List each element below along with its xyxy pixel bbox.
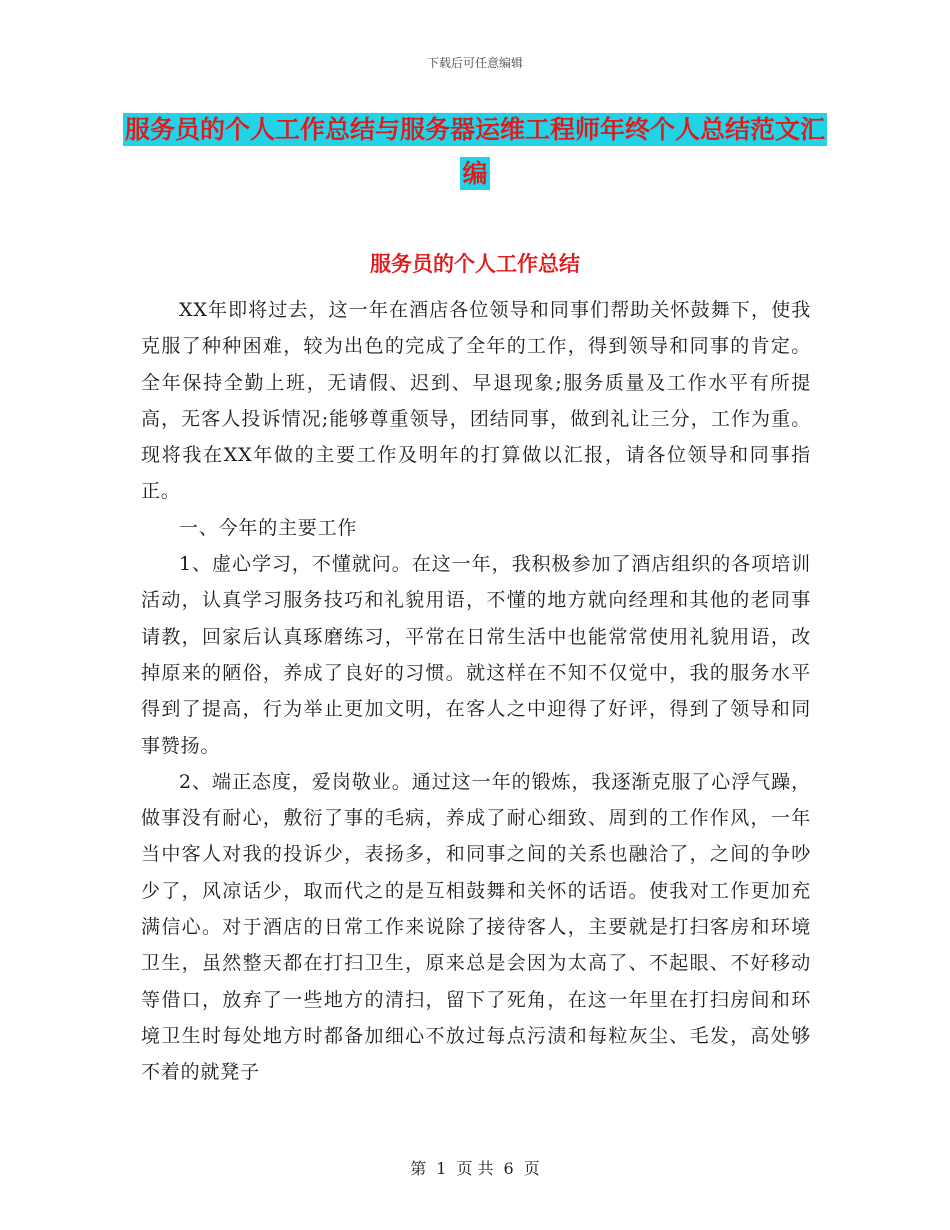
header-note: 下载后可任意编辑 xyxy=(426,56,523,70)
footer-suffix: 页 xyxy=(523,1159,540,1178)
footer-middle: 页 共 xyxy=(456,1159,494,1178)
paragraph: 一、今年的主要工作 xyxy=(179,516,358,539)
page-total: 6 xyxy=(503,1159,514,1178)
page-number: 1 xyxy=(436,1159,447,1178)
section-title: 服务员的个人工作总结 xyxy=(370,252,580,276)
document-title xyxy=(120,108,830,196)
paragraph: 1、虚心学习，不懂就问。在这一年，我积极参加了酒店组织的各项培训活动，认真学习服务技巧和礼貌用语，不懂的地方就向经理和其他的老同事请教，回家后认真琢磨练习，平常在日常生活中也能常常使用礼貌用语，改掉原来的陋俗，养成了良好的习惯。就这样在不知不仅觉中，我的服务水平得到了提高，行为举止更加文明，在客人之中迎得了好评，得到了领导和同事赞扬。 xyxy=(141,553,811,757)
paragraph: XX年即将过去，这一年在酒店各位领导和同事们帮助关怀鼓舞下，使我克服了种种困难，较为出色的完成了全年的工作，得到领导和同事的肯定。全年保持全勤上班，无请假、迟到、早退现象;服务质量及工作水平有所提高，无客人投诉情况;能够尊重领导，团结同事，做到礼让三分，工作为重。现将我在XX年做的主要工作及明年的打算做以汇报，请各位领导和同事指正。 xyxy=(141,299,811,503)
footer-prefix: 第 xyxy=(410,1159,427,1178)
document-title-text: 服务员的个人工作总结与服务器运维工程师年终个人总结范文汇编 xyxy=(124,115,825,188)
page-footer xyxy=(0,1156,950,1179)
document-body xyxy=(141,292,811,1091)
paragraph: 2、端正态度，爱岗敬业。通过这一年的锻炼，我逐渐克服了心浮气躁，做事没有耐心，敷衍了事的毛病，养成了耐心细致、周到的工作作风，一年当中客人对我的投诉少，表扬多，和同事之间的关系也融洽了，之间的争吵少了，风凉话少，取而代之的是互相鼓舞和关怀的话语。使我对工作更加充满信心。对于酒店的日常工作来说除了接待客人，主要就是打扫客房和环境卫生，虽然整天都在打扫卫生，原来总是会因为太高了、不起眼、不好移动等借口，放弃了一些地方的清扫，留下了死角，在这一年里在打扫房间和环境卫生时每处地方时都备加细心不放过每点污渍和每粒灰尘、毛发，高处够不着的就凳子 xyxy=(141,770,811,1084)
